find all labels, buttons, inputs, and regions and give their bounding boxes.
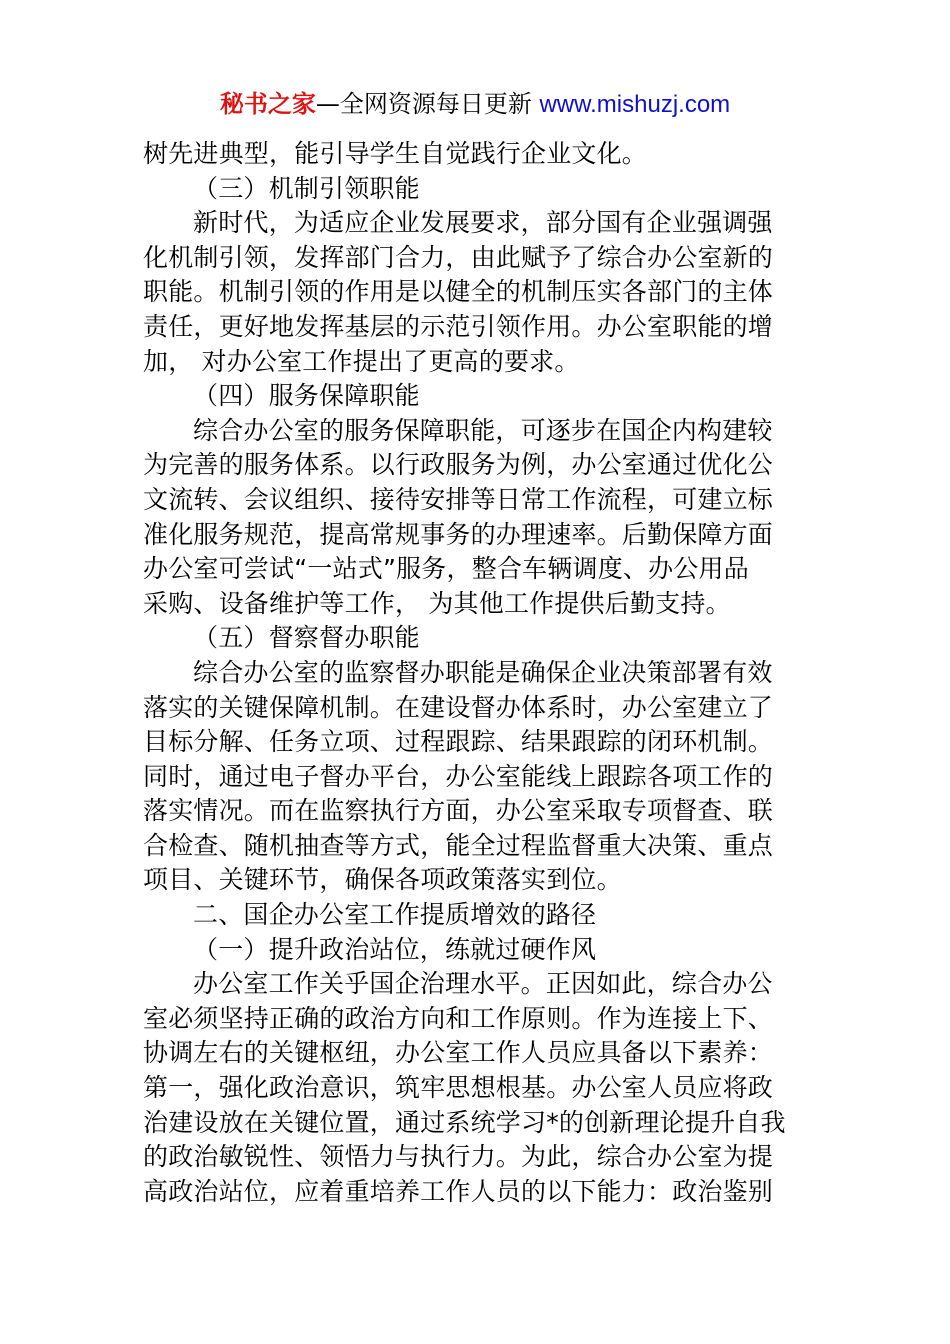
- text-line: 加， 对办公室工作提出了更高的要求。: [143, 346, 580, 376]
- section-heading: （四）服务保障职能: [193, 381, 420, 411]
- section-heading: （三）机制引领职能: [193, 173, 420, 203]
- text-line: 综合办公室的监察督办职能是确保企业决策部署有效: [193, 657, 773, 687]
- text-line: 责任，更好地发挥基层的示范引领作用。办公室职能的增: [143, 311, 774, 341]
- text-line: 合检查、随机抽查等方式，能全过程监督重大决策、重点: [143, 830, 774, 860]
- text-line: 治建设放在关键位置，通过系统学习*的创新理论提升自我: [143, 1107, 786, 1137]
- brand-name: 秘书之家: [219, 90, 316, 118]
- text-line: 职能。机制引领的作用是以健全的机制压实各部门的主体: [143, 277, 774, 307]
- page-header: [0, 86, 950, 123]
- text-line: 办公室可尝试“一站式”服务，整合车辆调度、办公用品: [143, 554, 749, 584]
- text-line: 为完善的服务体系。以行政服务为例，办公室通过优化公: [143, 450, 774, 480]
- chapter-heading: 二、国企办公室工作提质增效的路径: [193, 900, 597, 930]
- text-line: 采购、设备维护等工作， 为其他工作提供后勤支持。: [143, 588, 731, 618]
- text-line: 落实的关键保障机制。在建设督办体系时，办公室建立了: [143, 692, 774, 722]
- text-line: 落实情况。而在监察执行方面，办公室采取专项督查、联: [143, 796, 774, 826]
- text-line: 高政治站位，应着重培养工作人员的以下能力：政治鉴别: [143, 1176, 774, 1206]
- text-line: 同时，通过电子督办平台，办公室能线上跟踪各项工作的: [143, 761, 774, 791]
- text-line: 化机制引领，发挥部门合力，由此赋予了综合办公室新的: [143, 242, 774, 272]
- text-line: 办公室工作关乎国企治理水平。正因如此，综合办公: [193, 969, 773, 999]
- text-line: 准化服务规范，提高常规事务的办理速率。后勤保障方面: [143, 519, 774, 549]
- section-heading: （五）督察督办职能: [193, 623, 420, 653]
- text-line: 新时代，为适应企业发展要求，部分国有企业强调强: [193, 208, 773, 238]
- text-line: 项目、关键环节，确保各项政策落实到位。: [143, 865, 622, 895]
- text-line: 第一，强化政治意识，筑牢思想根基。办公室人员应将政: [143, 1073, 774, 1103]
- website-link[interactable]: www.mishuzj.com: [539, 91, 731, 118]
- header-slogan: —全网资源每日更新: [315, 90, 540, 118]
- section-heading: （一）提升政治站位，练就过硬作风: [193, 934, 597, 964]
- text-line: 目标分解、任务立项、过程跟踪、结果跟踪的闭环机制。: [143, 727, 774, 757]
- text-line: 文流转、会议组织、接待安排等日常工作流程，可建立标: [143, 484, 774, 514]
- text-line: 综合办公室的服务保障职能，可逐步在国企内构建较: [193, 415, 773, 445]
- text-line: 树先进典型，能引导学生自觉践行企业文化。: [143, 139, 648, 168]
- document-body: [143, 137, 808, 1209]
- text-line: 的政治敏锐性、领悟力与执行力。为此，综合办公室为提: [143, 1142, 774, 1172]
- text-line: 室必须坚持正确的政治方向和工作原则。作为连接上下、: [143, 1003, 774, 1033]
- text-line: 协调左右的关键枢纽，办公室工作人员应具备以下素养：: [143, 1038, 774, 1068]
